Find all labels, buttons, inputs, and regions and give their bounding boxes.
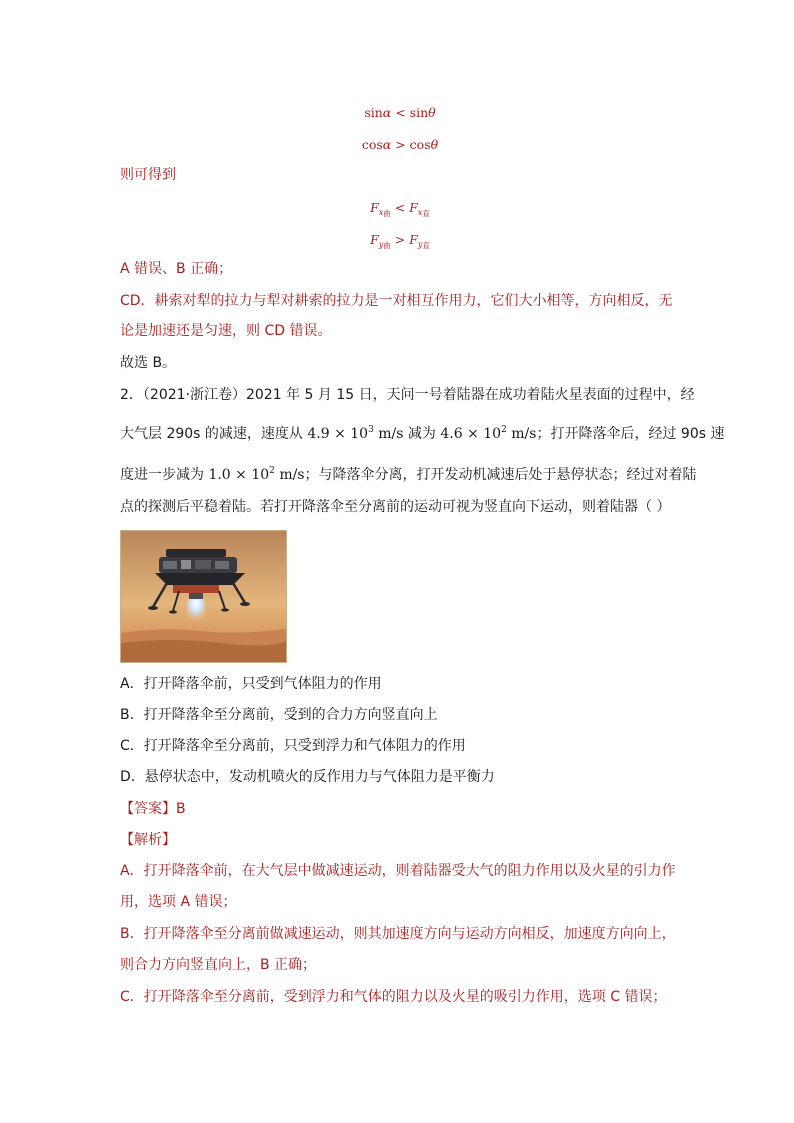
analysis-line-3: B．打开降落伞至分离前做减速运动，则其加速度方向与运动方向相反，加速度方向向上， [120,926,676,942]
option-a: A．打开降落伞前，只受到气体阻力的作用 [120,676,382,692]
formula-cos-compare: cosα > cosθ [361,137,439,152]
formula-fy-compare: $F_{y曲} > F_{y直}$ [370,232,430,250]
formula-fx-compare: $F_{x曲} < F_{x直}$ [370,200,430,218]
cd-explanation-line-1: CD．耕索对犁的拉力与犁对耕索的拉力是一对相互作用力，它们大小相等，方向相反，无 [120,293,673,309]
question-2-line-1: 2．（2021·浙江卷）2021 年 5 月 15 日，天问一号着陆器在成功着陆火星表面的过程中，经 [120,387,695,403]
formula-sin-compare: sinα < sinθ [364,105,436,120]
derive-text: 则可得到 [120,167,176,183]
analysis-line-2: 用，选项 A 错误； [120,894,237,910]
ab-result-text: A 错误、B 正确； [120,261,233,277]
analysis-title: 【解析】 [120,832,176,848]
option-c: C．打开降落伞至分离前，只受到浮力和气体阻力的作用 [120,738,466,754]
analysis-line-1: A．打开降落伞前，在大气层中做减速运动，则着陆器受大气的阻力作用以及火星的引力作 [120,863,676,879]
analysis-line-4: 则合力方向竖直向上，B 正确； [120,957,317,973]
cd-explanation-line-2: 论是加速还是匀速，则 CD 错误。 [120,323,332,339]
mars-lander-photo [120,530,287,663]
question-2-line-3: 度进一步减为 $1.0 \times 10^2$ m/s；与降落伞分离，打开发动机减速后处于悬停状态；经过对着陆 [120,466,697,483]
velocity-3: $1.0 \times 10^2$ m/s [208,466,305,483]
choose-answer-text: 故选 B。 [120,355,177,371]
velocity-2: $4.6 \times 10^2$ m/s [440,425,537,442]
option-b: B．打开降落伞至分离前，受到的合力方向竖直向上 [120,707,438,723]
analysis-line-5: C．打开降落伞至分离前，受到浮力和气体的阻力以及火星的吸引力作用，选项 C 错误； [120,989,667,1005]
question-2-line-4: 点的探测后平稳着陆。若打开降落伞至分离前的运动可视为竖直向下运动，则着陆器（ ） [120,499,671,515]
option-d: D．悬停状态中，发动机喷火的反作用力与气体阻力是平衡力 [120,769,495,785]
question-2-line-2: 大气层 290s 的减速，速度从 $4.9 \times 10^3$ m/s 减为 $4.6 \times 10^2$ m/s；打开降落伞后，经过 90s 速 [120,425,725,442]
answer-label: 【答案】B [120,801,186,817]
velocity-1: $4.9 \times 10^3$ m/s [307,425,404,442]
